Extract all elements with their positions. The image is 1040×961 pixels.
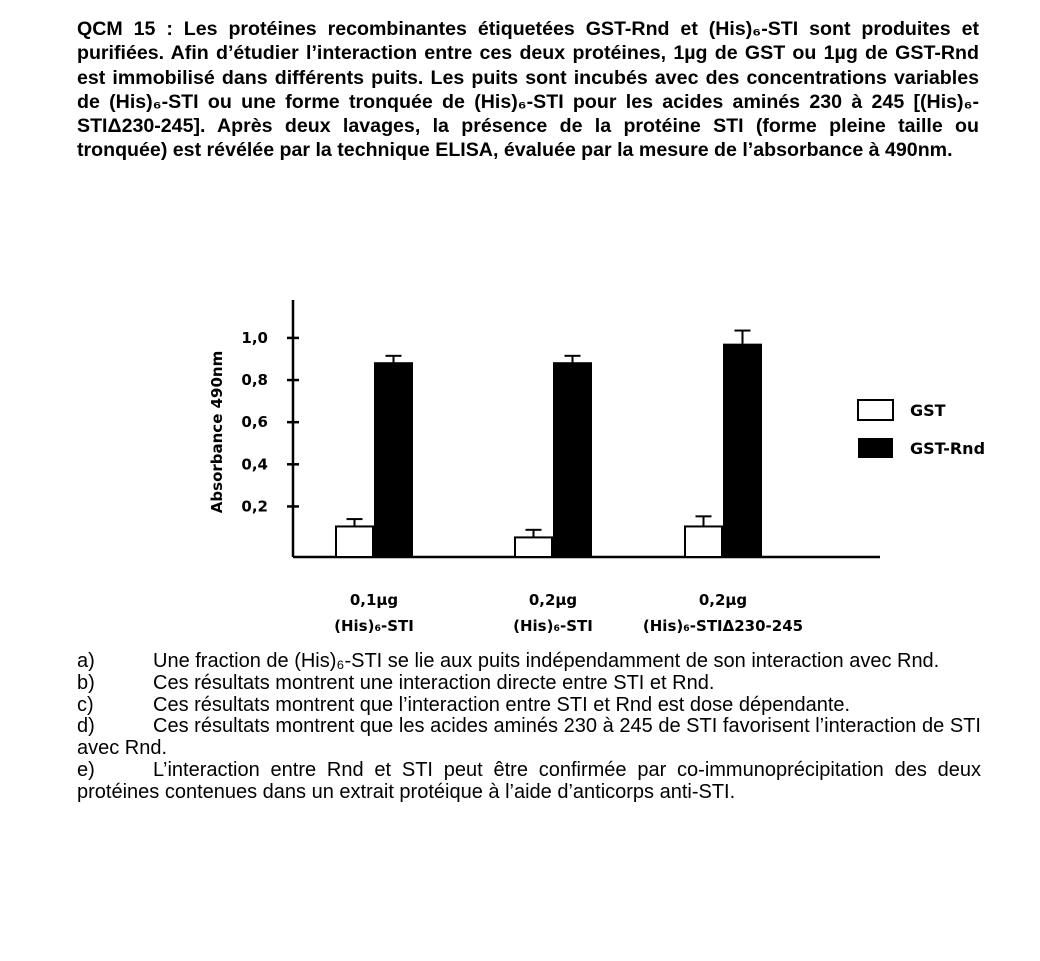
option-text: Ces résultats montrent une interaction directe entre STI et Rnd. (153, 671, 715, 694)
option-text: Ces résultats montrent que l’interaction entre STI et Rnd est dose dépendante. (153, 693, 851, 716)
option-letter: e) (77, 758, 95, 781)
option-letter: b) (77, 671, 95, 694)
bar-gst (685, 526, 722, 557)
answer-option (77, 651, 981, 673)
legend-swatch-gst (858, 400, 893, 420)
x-tick-label: 0,1µg (349, 591, 399, 609)
bar-gst (336, 526, 373, 557)
bar-gst (515, 537, 552, 557)
x-tick-label: (His)₆-STI (334, 617, 414, 635)
question-text: QCM 15 : Les protéines recombinantes étiquetées GST-Rnd et (His)₆-STI sont produites et purifiées. Afin d’étudier l’interaction entre ces deux protéines, 1µg de GST ou 1µg de GST-Rnd est immobilisé dans différents puits. Les puits sont incubés avec des concentrations variables de (His)₆-STI ou une forme tronquée de (His)₆-STI pour les acides aminés 230 à 245 [(His)₆-STIΔ230-245]. Après deux lavages, la présence de la protéine STI (forme pleine taille ou tronquée) est révélée par la technique ELISA, évaluée par la mesure de l’absorbance à 490nm. (77, 18, 979, 162)
option-letter: d) (77, 715, 95, 738)
legend-label-gst-rnd: GST-Rnd (910, 439, 986, 458)
x-tick-label: 0,2µg (528, 591, 578, 609)
option-letter: a) (77, 650, 95, 672)
answer-option (77, 716, 981, 760)
option-letter: c) (77, 693, 94, 716)
answer-option (77, 695, 981, 717)
bar-gst-rnd (724, 345, 761, 557)
y-tick-label: 0,4 (241, 455, 268, 474)
y-axis-label: Absorbance 490nm (208, 350, 226, 514)
y-tick-label: 0,8 (241, 371, 268, 390)
y-tick-label: 0,6 (241, 413, 268, 432)
legend-label-gst: GST (910, 401, 946, 420)
legend-swatch-gst-rnd (858, 438, 893, 458)
x-tick-label: (His)₆-STI (513, 617, 593, 635)
answer-option (77, 673, 981, 695)
answer-option (77, 760, 981, 804)
option-text: Une fraction de (His)₆-STI se lie aux puits indépendamment de son interaction avec Rnd. (153, 650, 940, 672)
x-tick-label: 0,2µg (698, 591, 748, 609)
answer-options (77, 651, 981, 804)
bar-gst-rnd (375, 363, 412, 557)
option-text: L’interaction entre Rnd et STI peut être confirmée par co-immunoprécipitation des deux protéines contenues dans un extrait protéique à l’aide d’anticorps anti-STI. (77, 758, 981, 803)
legend (858, 400, 985, 458)
option-text: Ces résultats montrent que les acides aminés 230 à 245 de STI favorisent l’interaction de STI avec Rnd. (77, 715, 981, 760)
bar-gst-rnd (554, 363, 591, 557)
x-tick-label: (His)₆-STIΔ230-245 (642, 617, 804, 635)
y-tick-label: 0,2 (241, 497, 268, 516)
y-tick-label: 1,0 (241, 328, 268, 347)
